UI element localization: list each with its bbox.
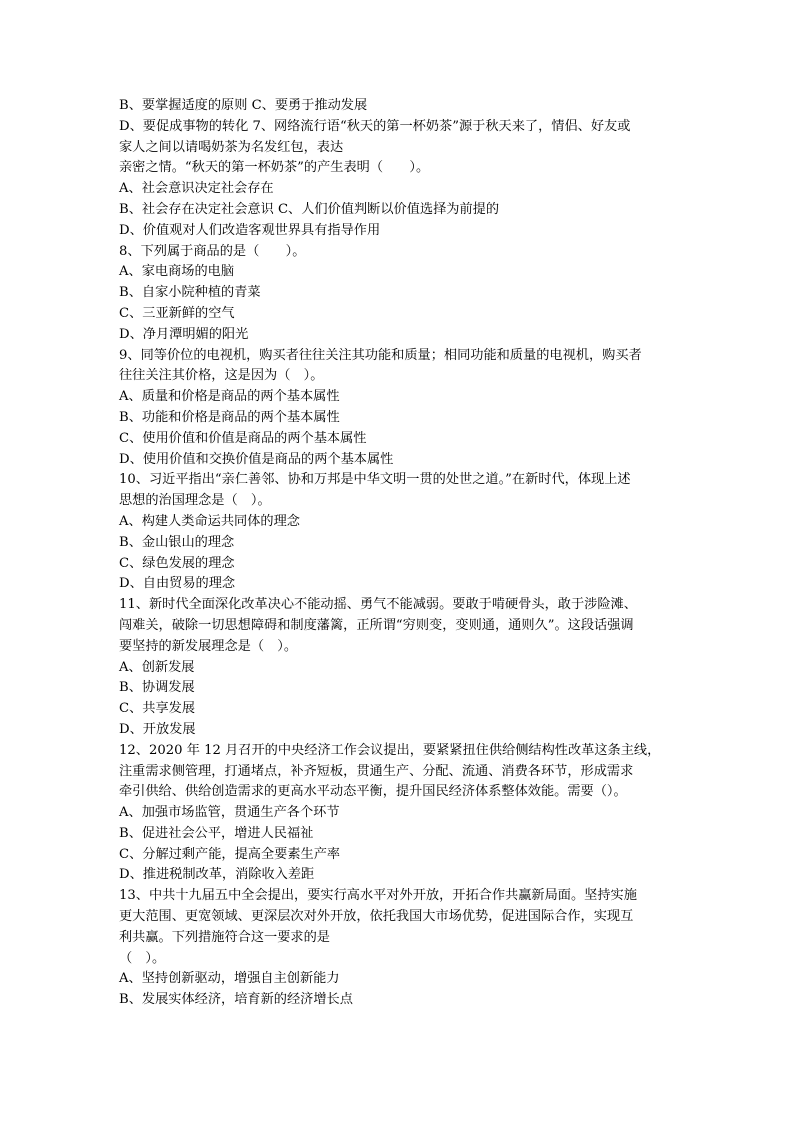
- text-line: D、净月潭明媚的阳光: [119, 326, 249, 342]
- text-line: B、要掌握适度的原则 C、要勇于推动发展: [119, 98, 368, 113]
- text-line: 10、习近平指出“亲仁善邻、协和万邦是中华文明一贯的处世之道。”在新时代，体现上述: [119, 472, 631, 488]
- text-line: A、加强市场监管，贯通生产各个环节: [119, 805, 340, 821]
- text-line: B、促进社会公平，增进人民福祉: [119, 825, 314, 841]
- text-line: C、三亚新鲜的空气: [119, 305, 235, 321]
- text-line: 更大范围、更宽领域、更深层次对外开放，依托我国大市场优势，促进国际合作，实现互: [119, 909, 634, 925]
- text-line: 思想的治国理念是（ ）。: [119, 493, 271, 509]
- text-line: C、分解过剩产能，提高全要素生产率: [119, 846, 341, 862]
- text-line: 家人之间以请喝奶茶为名发红包，表达: [119, 139, 344, 155]
- text-line: B、功能和价格是商品的两个基本属性: [119, 409, 340, 425]
- text-line: 13、中共十九届五中全会提出，要实行高水平对外开放，开拓合作共赢新局面。坚持实施: [119, 888, 637, 904]
- text-line: B、社会存在决定社会意识 C、人们价值判断以价值选择为前提的: [119, 201, 500, 217]
- text-line: 要坚持的新发展理念是（ ）。: [119, 638, 298, 654]
- text-line: D、开放发展: [119, 721, 196, 737]
- text-line: 11、新时代全面深化改革决心不能动摇、勇气不能减弱。要敢于啃硬骨头，敢于涉险滩、: [119, 597, 637, 613]
- text-line: B、金山银山的理念: [119, 534, 235, 550]
- text-line: A、社会意识决定社会存在: [119, 181, 274, 197]
- text-line: 亲密之情。“秋天的第一杯奶茶”的产生表明（ ）。: [119, 160, 430, 176]
- text-line: 利共赢。下列措施符合这一要求的是: [119, 929, 330, 945]
- text-line: D、推进税制改革，消除收入差距: [119, 867, 315, 883]
- text-line: 闯难关，破除一切思想障碍和制度藩篱，正所谓“穷则变，变则通，通则久”。这段话强调: [119, 617, 634, 633]
- text-line: C、共享发展: [119, 701, 196, 717]
- text-line: （ ）。: [119, 950, 166, 966]
- text-line: B、协调发展: [119, 680, 195, 696]
- document-body: [119, 96, 679, 1011]
- text-line: 12、2020 年 12 月召开的中央经济工作会议提出，要紧紧扭住供给侧结构性改革这条主线，: [119, 742, 661, 758]
- text-line: A、家电商场的电脑: [119, 264, 235, 280]
- text-line: B、发展实体经济，培育新的经济增长点: [119, 992, 353, 1008]
- text-line: 8、下列属于商品的是（ ）。: [119, 243, 306, 259]
- text-line: C、绿色发展的理念: [119, 555, 235, 571]
- text-line: A、构建人类命运共同体的理念: [119, 513, 300, 529]
- text-line: D、自由贸易的理念: [119, 576, 236, 592]
- text-line: A、创新发展: [119, 659, 195, 675]
- text-line: A、质量和价格是商品的两个基本属性: [119, 389, 340, 405]
- text-line: A、坚持创新驱动，增强自主创新能力: [119, 971, 340, 987]
- text-line: B、自家小院种植的青菜: [119, 285, 261, 301]
- text-line: D、要促成事物的转化 7、网络流行语“秋天的第一杯奶茶”源于秋天来了，情侣、好友或: [119, 118, 631, 134]
- text-line: C、使用价值和价值是商品的两个基本属性: [119, 430, 367, 446]
- text-line: D、使用价值和交换价值是商品的两个基本属性: [119, 451, 394, 467]
- text-line: 往往关注其价格，这是因为（ ）。: [119, 368, 324, 384]
- text-line: 牵引供给、供给创造需求的更高水平动态平衡，提升国民经济体系整体效能。需要（）。: [119, 784, 627, 800]
- text-line: 注重需求侧管理，打通堵点，补齐短板，贯通生产、分配、流通、消费各环节，形成需求: [119, 763, 634, 779]
- text-line: D、价值观对人们改造客观世界具有指导作用: [119, 222, 381, 238]
- text-line: 9、同等价位的电视机，购买者往往关注其功能和质量；相同功能和质量的电视机，购买者: [119, 347, 642, 363]
